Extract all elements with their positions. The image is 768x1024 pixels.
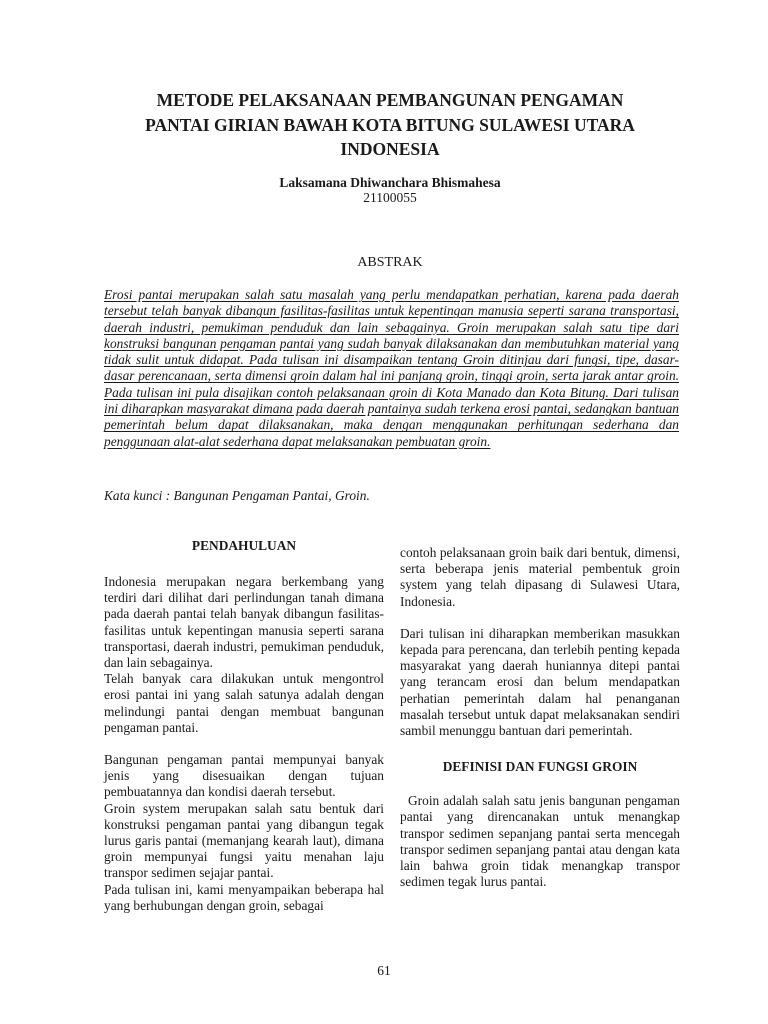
paragraph: Pada tulisan ini, kami menyampaikan beberapa hal yang berhubungan dengan groin, sebagai	[104, 881, 384, 913]
student-id: 21100055	[363, 190, 417, 205]
author-name: Laksamana Dhiwanchara Bhismahesa	[279, 175, 501, 190]
abstract-text: Erosi pantai merupakan salah satu masalah yang perlu mendapatkan perhatian, karena pada daerah tersebut telah banyak dibangun fasilitas-fasilitas untuk kepentingan manusia seperti sarana transportasi, daerah industri, pemukiman penduduk dan lain sebagainya. Groin merupakan salah satu tipe dari konstruksi bangunan pengaman pantai yang sudah banyak dilaksanakan dan membutuhkan material yang tidak sulit untuk didapat. Pada tulisan ini disampaikan tentang Groin ditinjau dari fungsi, tipe, dasar-dasar perencanaan, serta dimensi groin dalam hal ini panjang groin, tinggi groin, serta jarak antar groin. Pada tulisan ini pula disajikan contoh pelaksanaan groin di Kota Manado dan Kota Bitung. Dari tulisan ini diharapkan masyarakat dimana pada daerah pantainya sudah terkena erosi pantai, sedangkan bantuan pemerintah belum dapat dilaksanakan, maka dengan menggunakan perhitungan sederhana dan penggunaan alat-alat sederhana dapat melaksanakan pembuatan groin.	[104, 287, 679, 449]
section-heading-definisi: DEFINISI DAN FUNGSI GROIN	[442, 759, 638, 775]
keywords: Kata kunci : Bangunan Pengaman Pantai, Groin.	[104, 488, 370, 503]
section-heading-pendahuluan: PENDAHULUAN	[191, 538, 297, 553]
paragraph: Indonesia merupakan negara berkembang yang terdiri dari dilihat dari perlindungan tanah dimana pada daerah pantai telah banyak dibangun fasilitas-fasilitas untuk kepentingan manusia seperti sarana transportasi, daerah industri, pemukiman penduduk, dan lain sebagainya.	[104, 574, 384, 671]
paragraph: Groin adalah salah satu jenis bangunan pengaman pantai yang direncanakan untuk menangkap transpor sedimen sepanjang pantai serta mencegah transpor sedimen sepanjang pantai atau dengan kata lain bahwa groin tidak menangkap transpor sedimen tegak lurus pantai.	[400, 793, 680, 890]
paragraph: Groin system merupakan salah satu bentuk dari konstruksi pengaman pantai yang dibangun tegak lurus garis pantai (memanjang kearah laut), dimana groin mempunyai fungsi yaitu menahan laju transpor sedimen sejajar pantai.	[104, 800, 384, 881]
paragraph: contoh pelaksanaan groin baik dari bentuk, dimensi, serta beberapa jenis material pembentuk groin system yang telah dipasang di Sulawesi Utara, Indonesia.	[400, 545, 680, 609]
title-line: PANTAI GIRIAN BAWAH KOTA BITUNG SULAWESI UTARA	[145, 114, 635, 135]
page-number: 61	[377, 963, 391, 978]
right-column	[400, 545, 680, 890]
paragraph: Telah banyak cara dilakukan untuk mengontrol erosi pantai ini yang salah satunya adalah dengan melindungi pantai dengan membuat bangunan pengaman pantai.	[104, 671, 384, 735]
title-line: METODE PELAKSANAAN PEMBANGUNAN PENGAMAN	[156, 90, 624, 110]
paragraph: Bangunan pengaman pantai mempunyai banyak jenis yang disesuaikan dengan tujuan pembuatannya dan kondisi daerah tersebut.	[104, 752, 384, 800]
paragraph: Dari tulisan ini diharapkan memberikan masukkan kepada para perencana, dan terlebih penting kepada masyarakat yang daerah huniannya ditepi pantai yang terancam erosi dan belum mendapatkan perhatian pemerintah dalam hal penanganan masalah tersebut untuk dapat melaksanakan sendiri sambil menunggu bantuan dari pemerintah.	[400, 625, 680, 739]
left-column	[104, 538, 384, 914]
abstract-heading: ABSTRAK	[357, 255, 423, 270]
paper-title	[100, 88, 680, 162]
title-line: INDONESIA	[340, 139, 440, 159]
